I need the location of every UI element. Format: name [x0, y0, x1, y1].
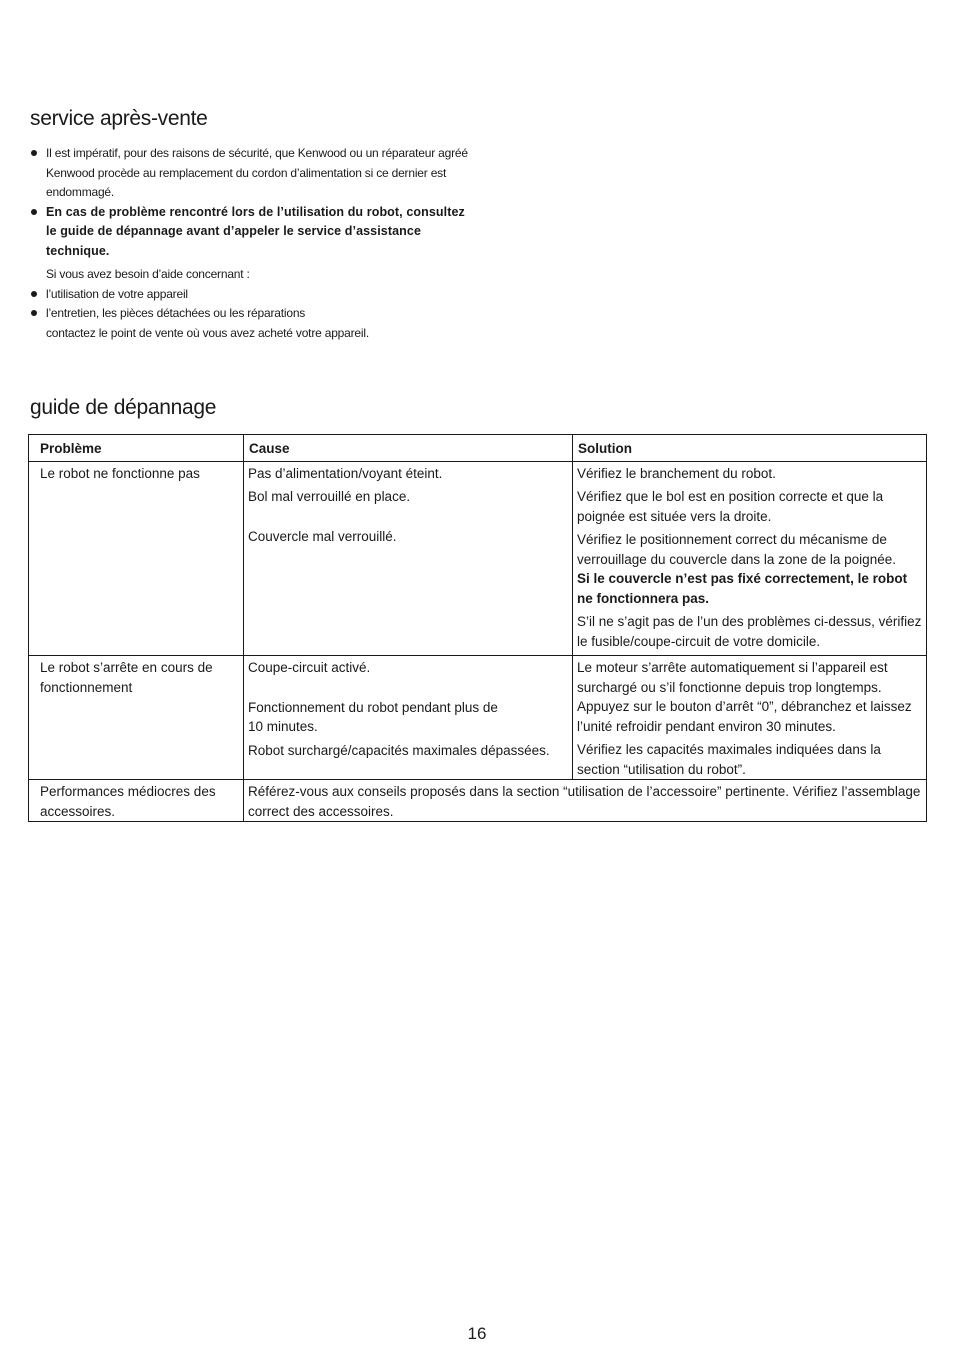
row2-cause-3: Robot surchargé/capacités maximales dépassées. — [248, 742, 550, 758]
row1-causes — [244, 461, 573, 656]
header-problem: Problème — [29, 435, 244, 462]
header-solution: Solution — [573, 435, 927, 462]
table-row — [29, 656, 927, 780]
service-bullet-2 — [30, 203, 470, 262]
row1-problem: Le robot ne fonctionne pas — [29, 461, 244, 656]
row1-cause-1: Pas d’alimentation/voyant éteint. — [248, 465, 443, 481]
bullet-dot-icon — [31, 209, 37, 215]
row1-solution-2: Vérifiez que le bol est en position correcte et que la poignée est située vers la droite. — [577, 489, 884, 524]
row2-causes — [244, 656, 573, 780]
row2-solution-2: Appuyez sur le bouton d’arrêt “0”, débranchez et laissez l’unité refroidir pendant environ 30 minutes. — [577, 699, 912, 734]
row3-cause-solution: Référez-vous aux conseils proposés dans la section “utilisation de l’accessoire” pertinente. Vérifiez l’assemblage correct des accessoires. — [244, 780, 927, 822]
table-row — [29, 780, 927, 822]
row3-problem: Performances médiocres des accessoires. — [29, 780, 244, 822]
row1-solution-1: Vérifiez le branchement du robot. — [577, 465, 776, 481]
bullet-dot-icon — [31, 310, 37, 316]
row1-cause-3: Couvercle mal verrouillé. — [248, 528, 397, 544]
help-item-1 — [30, 285, 470, 305]
guide-title: guide de dépannage — [30, 396, 217, 419]
row2-solutions — [573, 656, 927, 780]
troubleshooting-table — [28, 434, 927, 822]
row1-solution-4: S’il ne s’agit pas de l’un des problèmes ci-dessus, vérifiez le fusible/coupe-circuit de votre domicile. — [577, 614, 922, 649]
bullet-dot-icon — [31, 150, 37, 156]
row1-solutions — [573, 461, 927, 656]
help-outro: contactez le point de vente où vous avez acheté votre appareil. — [46, 325, 369, 340]
row2-cause-2: Fonctionnement du robot pendant plus de 10 minutes. — [248, 699, 498, 734]
help-item-2-text: l’entretien, les pièces détachées ou les réparations — [46, 306, 306, 320]
row2-cause-1: Coupe-circuit activé. — [248, 660, 371, 675]
service-bullet-1 — [30, 144, 470, 203]
row2-solution-1: Le moteur s’arrête automatiquement si l’appareil est surchargé ou s’il fonctionne depuis trop longtemps. — [577, 660, 888, 695]
help-list — [30, 265, 470, 343]
service-bullet-1-text: Il est impératif, pour des raisons de sécurité, que Kenwood ou un réparateur agréé Kenwood procède au remplacement du cordon d’alimentation si ce dernier est endommagé. — [46, 146, 468, 199]
row1-solution-3-warning: Si le couvercle n’est pas fixé correctement, le robot ne fonctionnera pas. — [577, 571, 908, 606]
table-row — [29, 461, 927, 656]
table-header-row — [29, 435, 927, 462]
header-cause: Cause — [244, 435, 573, 462]
service-title: service après-vente — [30, 107, 208, 130]
row2-solution-3: Vérifiez les capacités maximales indiquées dans la section “utilisation du robot”. — [577, 742, 881, 777]
bullet-dot-icon — [31, 291, 37, 297]
page-number: 16 — [467, 1324, 487, 1343]
help-item-2 — [30, 304, 470, 324]
service-notes — [30, 144, 470, 261]
help-item-1-text: l’utilisation de votre appareil — [46, 286, 188, 301]
row1-solution-3: Vérifiez le positionnement correct du mécanisme de verrouillage du couvercle dans la zone de la poignée. — [577, 532, 896, 567]
service-bullet-2-text: En cas de problème rencontré lors de l’utilisation du robot, consultez le guide de dépannage avant d’appeler le service d’assistance technique. — [46, 204, 465, 258]
row1-cause-2: Bol mal verrouillé en place. — [248, 489, 411, 504]
help-intro: Si vous avez besoin d’aide concernant : — [46, 267, 250, 281]
row2-problem: Le robot s’arrête en cours de fonctionnement — [29, 656, 244, 780]
